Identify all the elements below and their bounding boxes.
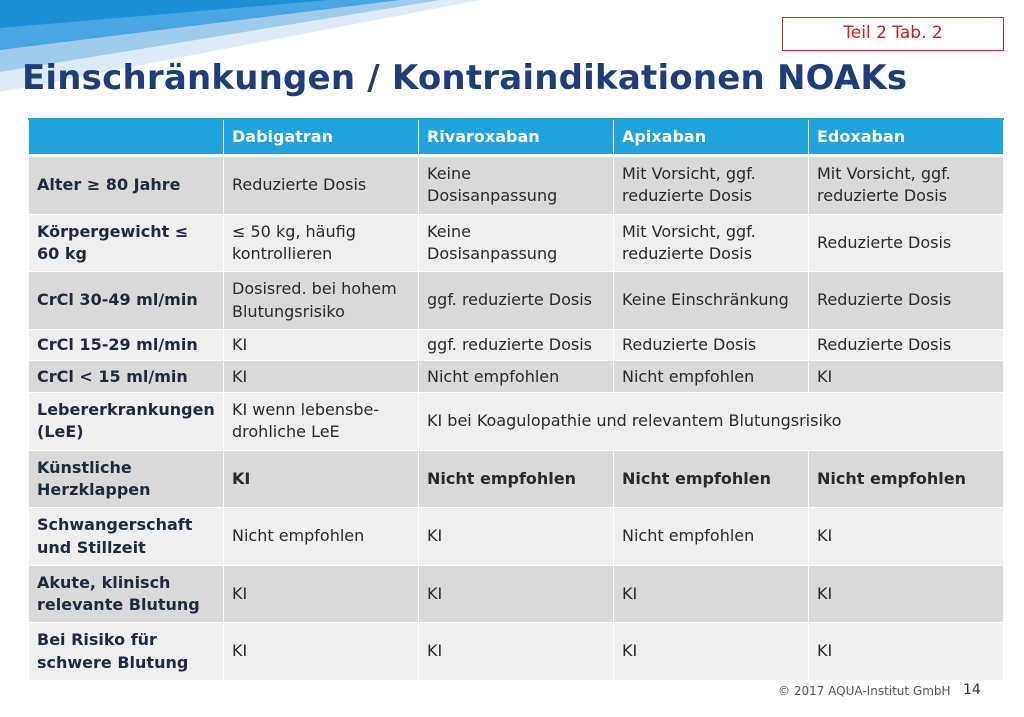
cell-dabigatran: KI <box>224 565 419 623</box>
cell-rivaroxaban: ggf. reduzierte Dosis <box>419 329 614 361</box>
cell-dabigatran: KI <box>224 329 419 361</box>
cell-dabigatran: ≤ 50 kg, häufig kontrollieren <box>224 214 419 272</box>
cell-edoxaban: KI <box>809 565 1004 623</box>
cell-dabigatran: KI wenn lebensbe-drohliche LeE <box>224 393 419 451</box>
table-row <box>29 272 1004 330</box>
table-row <box>29 214 1004 272</box>
cell-edoxaban: KI <box>809 623 1004 681</box>
table-row <box>29 623 1004 681</box>
cell-rivaroxaban: ggf. reduzierte Dosis <box>419 272 614 330</box>
cell-dabigatran: KI <box>224 623 419 681</box>
row-label: Alter ≥ 80 Jahre <box>29 156 224 215</box>
header-rivaroxaban: Rivaroxaban <box>419 119 614 156</box>
row-label: Künstliche Herzklappen <box>29 450 224 508</box>
table-header-row <box>29 119 1004 156</box>
table-row <box>29 565 1004 623</box>
cell-merged-others: KI bei Koagulopathie und relevantem Blutungsrisiko <box>419 393 1004 451</box>
cell-edoxaban: Reduzierte Dosis <box>809 272 1004 330</box>
cell-apixaban: Nicht empfohlen <box>614 508 809 566</box>
header-apixaban: Apixaban <box>614 119 809 156</box>
table-row <box>29 329 1004 361</box>
cell-edoxaban: Mit Vorsicht, ggf. reduzierte Dosis <box>809 156 1004 215</box>
cell-edoxaban: KI <box>809 361 1004 393</box>
cell-edoxaban: Reduzierte Dosis <box>809 214 1004 272</box>
cell-rivaroxaban: Keine Dosisanpassung <box>419 214 614 272</box>
cell-apixaban: Reduzierte Dosis <box>614 329 809 361</box>
table-row <box>29 393 1004 451</box>
row-label: CrCl < 15 ml/min <box>29 361 224 393</box>
row-label: Lebererkrankungen (LeE) <box>29 393 224 451</box>
cell-apixaban: Mit Vorsicht, ggf. reduzierte Dosis <box>614 214 809 272</box>
cell-dabigatran: KI <box>224 361 419 393</box>
cell-rivaroxaban: Keine Dosisanpassung <box>419 156 614 215</box>
cell-rivaroxaban: Nicht empfohlen <box>419 361 614 393</box>
cell-apixaban: Mit Vorsicht, ggf. reduzierte Dosis <box>614 156 809 215</box>
cell-dabigatran: Dosisred. bei hohem Blutungsrisiko <box>224 272 419 330</box>
cell-dabigatran: KI <box>224 450 419 508</box>
cell-apixaban: Keine Einschränkung <box>614 272 809 330</box>
table-row <box>29 156 1004 215</box>
table-row <box>29 450 1004 508</box>
cell-edoxaban: Reduzierte Dosis <box>809 329 1004 361</box>
cell-apixaban: KI <box>614 565 809 623</box>
page-number: 14 <box>963 682 981 698</box>
cell-rivaroxaban: KI <box>419 623 614 681</box>
row-label: CrCl 15-29 ml/min <box>29 329 224 361</box>
row-label: CrCl 30-49 ml/min <box>29 272 224 330</box>
cell-apixaban: Nicht empfohlen <box>614 450 809 508</box>
part-tag: Teil 2 Tab. 2 <box>782 17 1004 51</box>
header-edoxaban: Edoxaban <box>809 119 1004 156</box>
cell-edoxaban: Nicht empfohlen <box>809 450 1004 508</box>
header-dabigatran: Dabigatran <box>224 119 419 156</box>
cell-apixaban: KI <box>614 623 809 681</box>
cell-rivaroxaban: KI <box>419 508 614 566</box>
noak-table <box>28 118 1004 681</box>
table-row <box>29 361 1004 393</box>
cell-dabigatran: Nicht empfohlen <box>224 508 419 566</box>
cell-rivaroxaban: KI <box>419 565 614 623</box>
slide-title: Einschränkungen / Kontraindikationen NOAKs <box>22 58 908 98</box>
cell-apixaban: Nicht empfohlen <box>614 361 809 393</box>
cell-dabigatran: Reduzierte Dosis <box>224 156 419 215</box>
row-label: Schwangerschaft und Stillzeit <box>29 508 224 566</box>
row-label: Bei Risiko für schwere Blutung <box>29 623 224 681</box>
cell-edoxaban: KI <box>809 508 1004 566</box>
header-corner <box>29 119 224 156</box>
row-label: Körpergewicht ≤ 60 kg <box>29 214 224 272</box>
copyright-footer: © 2017 AQUA-Institut GmbH <box>778 684 951 698</box>
table-row <box>29 508 1004 566</box>
row-label: Akute, klinisch relevante Blutung <box>29 565 224 623</box>
cell-rivaroxaban: Nicht empfohlen <box>419 450 614 508</box>
